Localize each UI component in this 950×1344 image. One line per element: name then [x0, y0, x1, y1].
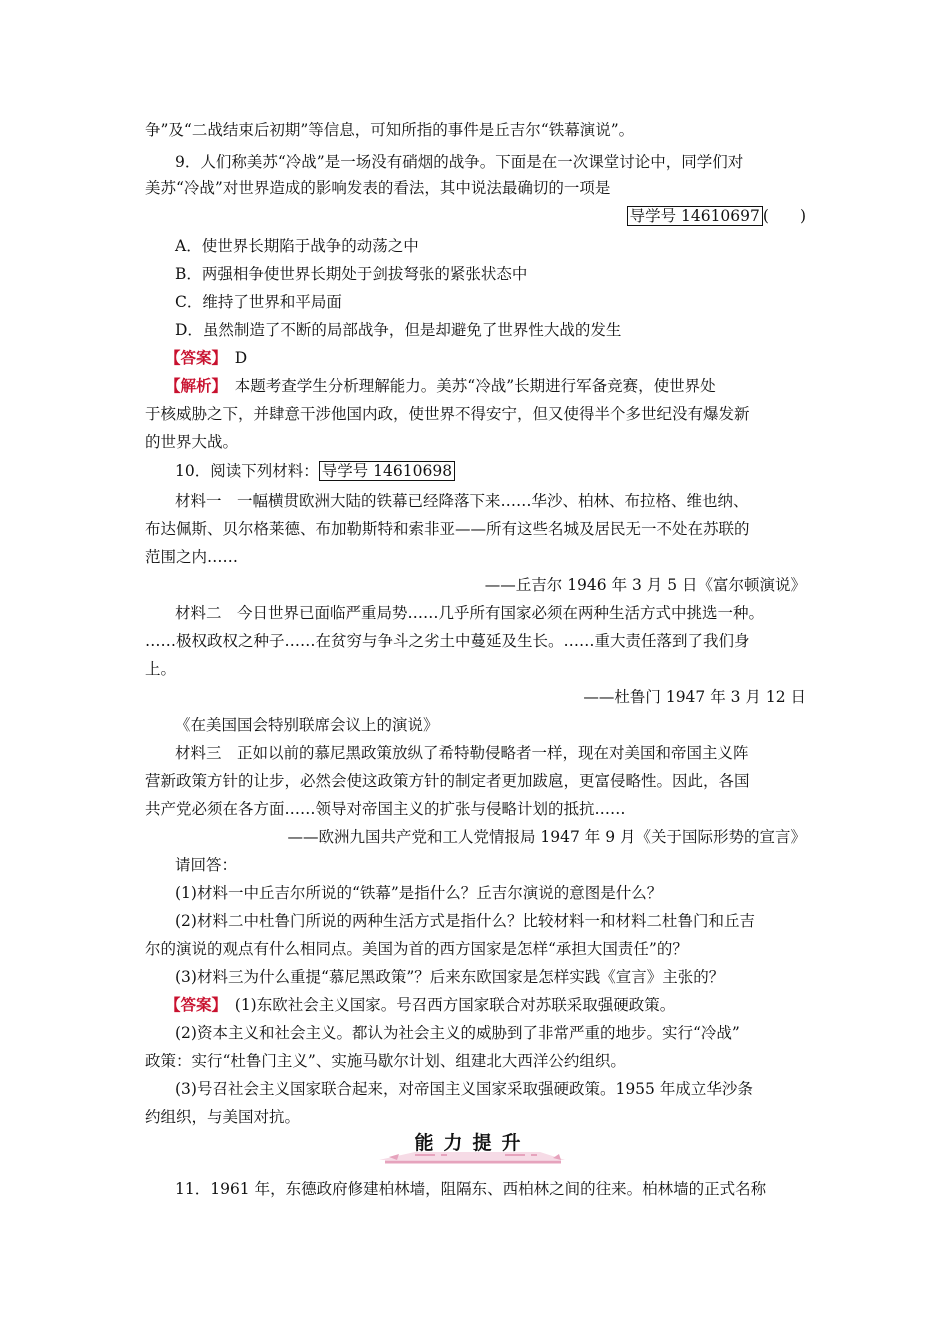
analysis-tag: 【解析】 [165, 376, 220, 395]
question-10-text: 10．阅读下列材料： [175, 462, 319, 480]
answer-text: D [219, 349, 248, 367]
sub-question-2: (2)材料二中杜鲁门所说的两种生活方式是指什么？比较材料一和材料二杜鲁门和丘吉 [175, 912, 755, 930]
answer-tag: 【答案】 [165, 348, 220, 367]
text-line: ……极权政权之种子……在贫穷与争斗之劣土中蔓延及生长。……重大责任落到了我们身 [145, 632, 750, 650]
text-line: 共产党必须在各方面……领导对帝国主义的扩张与侵略计划的抵抗…… [145, 800, 626, 818]
banner-title: 能力提升 [414, 1132, 531, 1154]
ask-label: 请回答： [175, 856, 238, 874]
reference-number: 导学号 14610697 [627, 206, 763, 226]
material-3: 材料三 正如以前的慕尼黑政策放纵了希特勒侵略者一样，现在对美国和帝国主义阵 [175, 744, 749, 762]
text-line: 上。 [145, 660, 177, 678]
option-c: C．维持了世界和平局面 [175, 293, 342, 311]
material-3-source: ——欧洲九国共产党和工人党情报局 1947 年 9 月《关于国际形势的宣言》 [287, 828, 806, 846]
analysis-line [165, 375, 716, 397]
text-line: 美苏“冷战”对世界造成的影响发表的看法，其中说法最确切的一项是 [145, 179, 611, 197]
answer-line [165, 994, 675, 1016]
option-d: D．虽然制造了不断的局部战争，但是却避免了世界性大战的发生 [175, 321, 622, 339]
answer-line [165, 347, 247, 369]
question-11-stem: 11．1961 年，东德政府修建柏林墙，阻隔东、西柏林之间的往来。柏林墙的正式名称 [175, 1180, 767, 1198]
answer-2: (2)资本主义和社会主义。都认为社会主义的威胁到了非常严重的地步。实行“冷战” [175, 1024, 740, 1042]
answer-3: (3)号召社会主义国家联合起来，对帝国主义国家采取强硬政策。1955 年成立华沙条 [175, 1080, 753, 1098]
sub-question-3: (3)材料三为什么重提“慕尼黑政策”？后来东欧国家是怎样实践《宣言》主张的？ [175, 968, 725, 986]
section-banner [375, 1124, 570, 1166]
option-b: B．两强相争使世界长期处于剑拔弩张的紧张状态中 [175, 265, 528, 283]
analysis-text: 本题考查学生分析理解能力。美苏“冷战”长期进行军备竞赛，使世界处 [219, 377, 716, 395]
text-line: 范围之内…… [145, 548, 239, 566]
reference-line [627, 205, 806, 227]
text-line: 尔的演说的观点有什么相同点。美国为首的西方国家是怎样“承担大国责任”的？ [145, 940, 688, 958]
sub-question-1: (1)材料一中丘吉尔所说的“铁幕”是指什么？丘吉尔演说的意图是什么？ [175, 884, 663, 902]
material-2: 材料二 今日世界已面临严重局势……几乎所有国家必须在两种生活方式中挑选一种。 [175, 604, 765, 622]
material-2-source: ——杜鲁门 1947 年 3 月 12 日 [583, 688, 806, 706]
text-line: 的世界大战。 [145, 433, 239, 451]
reference-number: 导学号 14610698 [319, 461, 455, 481]
text-line: 营新政策方针的让步，必然会使这政策方针的制定者更加跋扈，更富侵略性。因此，各国 [145, 772, 750, 790]
material-1-source: ——丘吉尔 1946 年 3 月 5 日《富尔顿演说》 [484, 576, 806, 594]
material-1: 材料一 一幅横贯欧洲大陆的铁幕已经降落下来……华沙、柏林、布拉格、维也纳、 [175, 492, 749, 510]
answer-tag: 【答案】 [165, 995, 220, 1014]
text-line: 政策：实行“杜鲁门主义”、实施马歇尔计划、组建北大西洋公约组织。 [145, 1052, 626, 1070]
answer-parentheses: ( ) [762, 207, 806, 225]
material-2-source-title: 《在美国国会特别联席会议上的演说》 [175, 716, 439, 734]
text-line: 争”及“二战结束后初期”等信息，可知所指的事件是丘吉尔“铁幕演说”。 [145, 121, 635, 139]
text-line: 约组织，与美国对抗。 [145, 1108, 301, 1126]
question-9-stem: 9．人们称美苏“冷战”是一场没有硝烟的战争。下面是在一次课堂讨论中，同学们对 [175, 153, 744, 171]
text-line: 布达佩斯、贝尔格莱德、布加勒斯特和索非亚——所有这些名城及居民无一不处在苏联的 [145, 520, 750, 538]
option-a: A．使世界长期陷于战争的动荡之中 [175, 237, 419, 255]
answer-text: (1)东欧社会主义国家。号召西方国家联合对苏联采取强硬政策。 [219, 996, 676, 1014]
text-line: 于核威胁之下，并肆意干涉他国内政，使世界不得安宁，但又使得半个多世纪没有爆发新 [145, 405, 750, 423]
question-10-stem [175, 460, 455, 482]
